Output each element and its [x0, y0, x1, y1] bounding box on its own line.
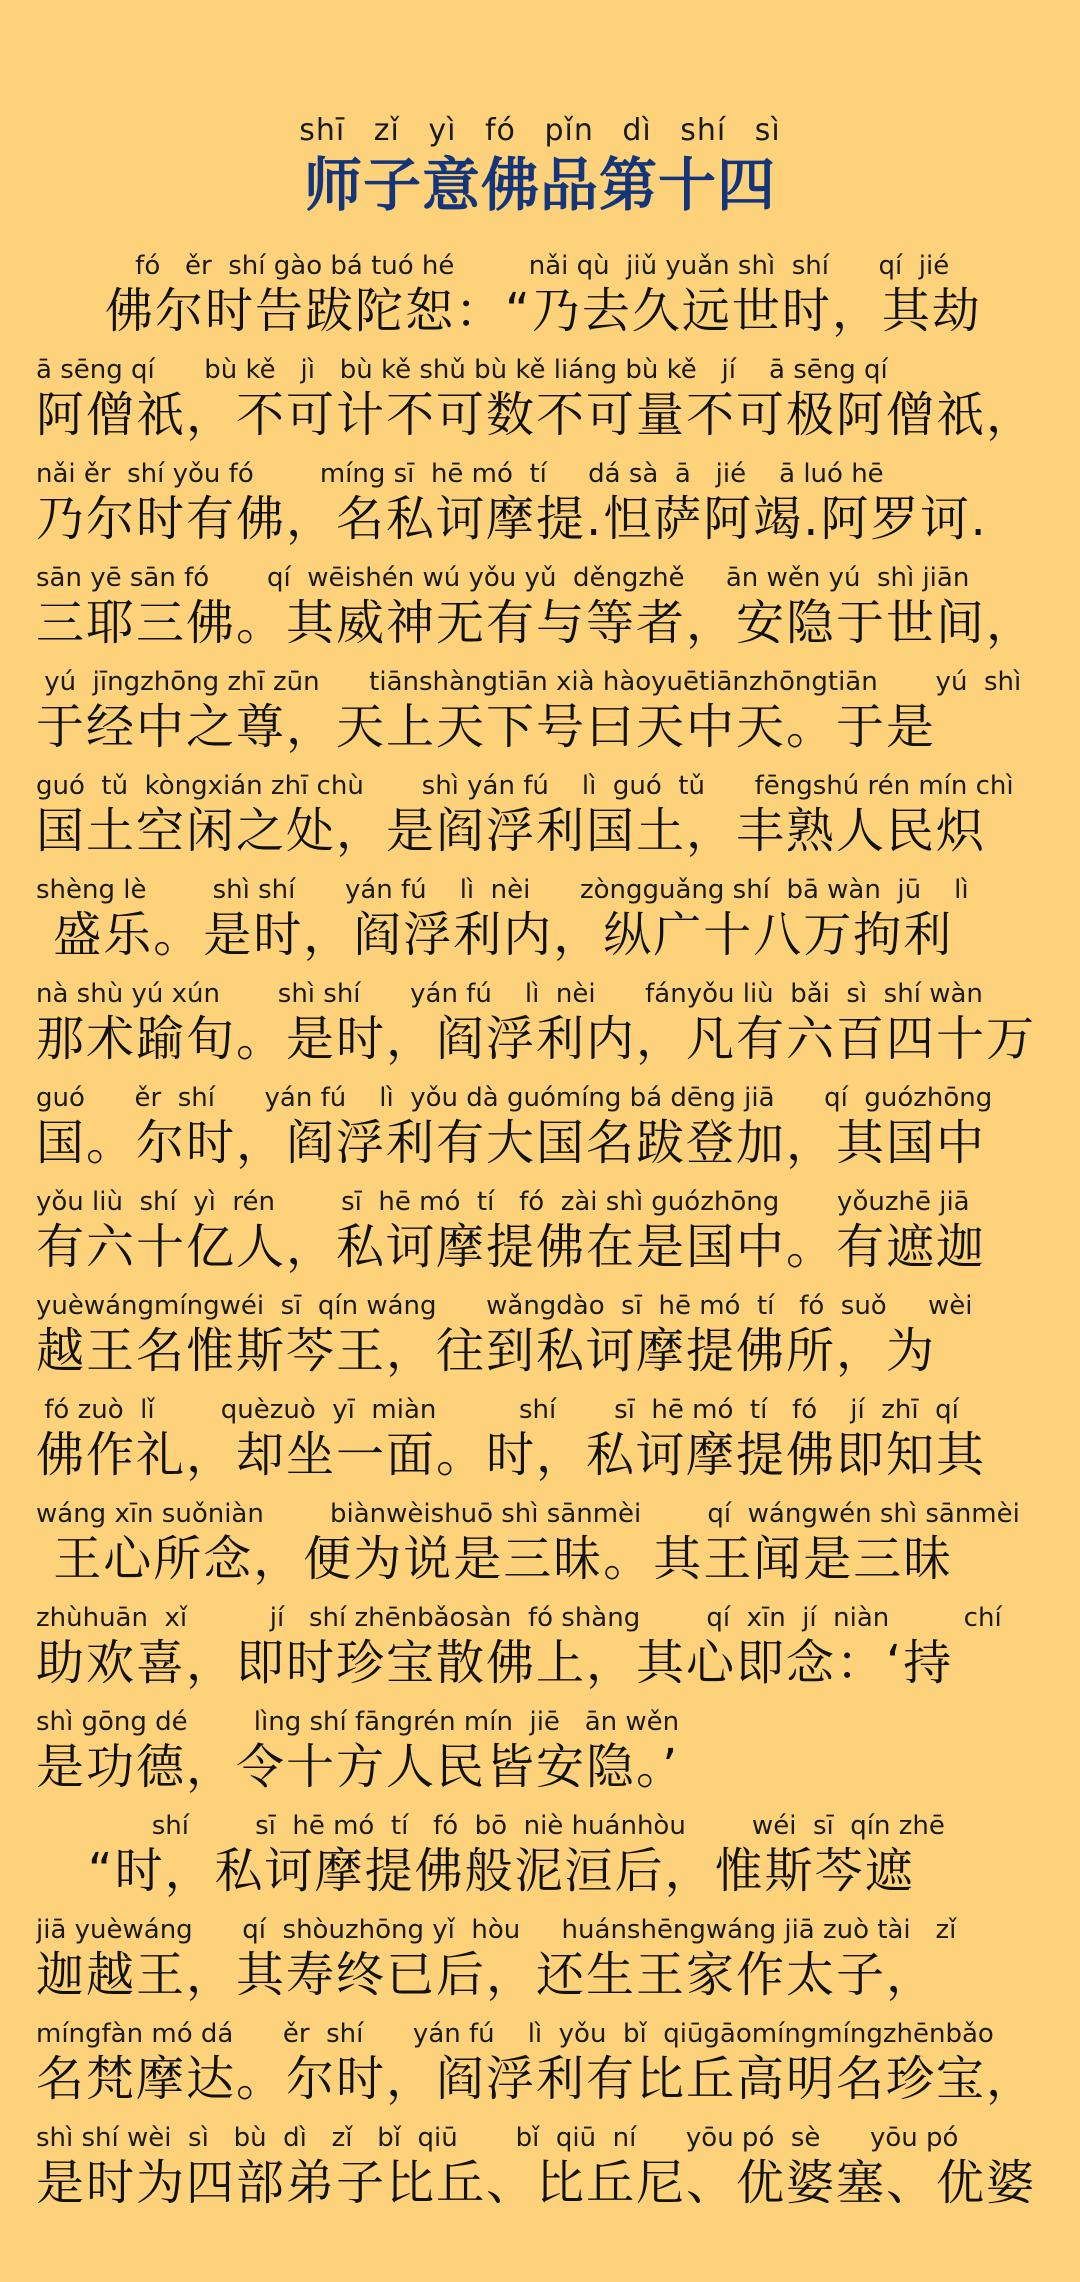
line-pinyin: shì shí wèi sì bù dì zǐ bǐ qiū bǐ qiū ní yōu pó sè yōu pó: [36, 2123, 959, 2153]
line-hanzi: 佛尔时告跋陀恕：“乃去久远世时，其劫: [36, 283, 982, 339]
text-line: [36, 458, 1046, 562]
text-line: [36, 770, 1046, 874]
text-line: [36, 1082, 1046, 1186]
line-pinyin: zhùhuān xǐ jí shí zhēnbǎosàn fó shàng qí xīn jí niàn chí: [36, 1603, 1002, 1633]
text-line: [36, 1810, 1046, 1914]
line-hanzi: 助欢喜，即时珍宝散佛上，其心即念：‘持: [36, 1635, 954, 1691]
text-line: [36, 354, 1046, 458]
line-hanzi: 那术踰旬。是时，阎浮利内，凡有六百四十万: [36, 1011, 1037, 1067]
line-pinyin: fó zuò lǐ quèzuò yī miàn shí sī hē mó tí fó jí zhī qí: [36, 1395, 959, 1425]
line-pinyin: sān yē sān fó qí wēishén wú yǒu yǔ děngzhě ān wěn yú shì jiān: [36, 563, 970, 593]
line-pinyin: guó ěr shí yán fú lì yǒu dà guómíng bá dēng jiā qí guózhōng: [36, 1083, 993, 1113]
line-pinyin: jiā yuèwáng qí shòuzhōng yǐ hòu huánshēngwáng jiā zuò tài zǐ: [36, 1915, 957, 1945]
line-hanzi: 国。尔时，阎浮利有大国名跋登加，其国中: [36, 1115, 987, 1171]
line-pinyin: yú jīngzhōng zhī zūn tiānshàngtiān xià hàoyuētiānzhōngtiān yú shì: [36, 667, 1022, 697]
line-pinyin: yuèwángmíngwéi sī qín wáng wǎngdào sī hē mó tí fó suǒ wèi: [36, 1291, 973, 1321]
line-pinyin: wáng xīn suǒniàn biànwèishuō shì sānmèi qí wángwén shì sānmèi: [36, 1499, 1020, 1529]
line-pinyin: nà shù yú xún shì shí yán fú lì nèi fányǒu liù bǎi sì shí wàn: [36, 979, 983, 1009]
line-hanzi: 有六十亿人，私诃摩提佛在是国中。有遮迦: [36, 1219, 987, 1275]
line-pinyin: shí sī hē mó tí fó bō niè huánhòu wéi sī qín zhē: [36, 1811, 945, 1841]
text-line: [36, 1186, 1046, 1290]
line-hanzi: 于经中之尊，天上天下号曰天中天。于是: [36, 699, 937, 755]
line-pinyin: guó tǔ kòngxián zhī chù shì yán fú lì guó tǔ fēngshú rén mín chì: [36, 771, 1014, 801]
line-hanzi: 阿僧祇，不可计不可数不可量不可极阿僧祇，: [36, 387, 1037, 443]
line-hanzi: 名梵摩达。尔时，阎浮利有比丘高明名珍宝，: [36, 2051, 1037, 2107]
line-pinyin: míngfàn mó dá ěr shí yán fú lì yǒu bǐ qiūgāomíngmíngzhēnbǎo: [36, 2019, 994, 2049]
text-line: [36, 1290, 1046, 1394]
line-hanzi: 三耶三佛。其威神无有与等者，安隐于世间，: [36, 595, 1037, 651]
text-line: [36, 1602, 1046, 1706]
line-hanzi: 王心所念，便为说是三昧。其王闻是三昧: [36, 1531, 954, 1587]
line-pinyin: shèng lè shì shí yán fú lì nèi zòngguǎng shí bā wàn jū lì: [36, 875, 969, 905]
line-hanzi: “时，私诃摩提佛般泥洹后，惟斯芩遮: [36, 1843, 915, 1899]
text-line: [36, 2122, 1046, 2226]
text-line: [36, 1394, 1046, 1498]
line-hanzi: 迦越王，其寿终已后，还生王家作太子，: [36, 1947, 937, 2003]
text-line: [36, 1914, 1046, 2018]
line-pinyin: ā sēng qí bù kě jì bù kě shǔ bù kě liáng bù kě jí ā sēng qí: [36, 355, 888, 385]
text-line: [36, 874, 1046, 978]
line-hanzi: 是功德，令十方人民皆安隐。’: [36, 1739, 680, 1795]
line-hanzi: 国土空闲之处，是阎浮利国土，丰熟人民炽: [36, 803, 987, 859]
line-pinyin: shì gōng dé lìng shí fāngrén mín jiē ān wěn: [36, 1707, 680, 1737]
line-hanzi: 越王名惟斯芩王，往到私诃摩提佛所，为: [36, 1323, 937, 1379]
text-line: [36, 2018, 1046, 2122]
text-line: [36, 562, 1046, 666]
line-hanzi: 盛乐。是时，阎浮利内，纵广十八万拘利: [36, 907, 954, 963]
line-hanzi: 是时为四部弟子比丘、比丘尼、优婆塞、优婆: [36, 2155, 1037, 2211]
text-line: [36, 250, 1046, 354]
text-line: [36, 1498, 1046, 1602]
line-hanzi: 乃尔时有佛，名私诃摩提.怛萨阿竭.阿罗诃.: [36, 491, 988, 547]
chapter-title: 师子意佛品第十四: [303, 151, 776, 219]
text-line: [36, 666, 1046, 770]
text-line: [36, 978, 1046, 1082]
line-hanzi: 佛作礼，却坐一面。时，私诃摩提佛即知其: [36, 1427, 987, 1483]
text-line: [36, 1706, 1046, 1810]
line-pinyin: nǎi ěr shí yǒu fó míng sī hē mó tí dá sà ā jié ā luó hē: [36, 459, 884, 489]
line-pinyin: fó ěr shí gào bá tuó hé nǎi qù jiǔ yuǎn shì shí qí jié: [36, 251, 950, 281]
title-pinyin: shī zǐ yì fó pǐn dì shí sì: [299, 113, 781, 148]
chapter-heading: [0, 112, 1080, 220]
line-pinyin: yǒu liù shí yì rén sī hē mó tí fó zài shì guózhōng yǒuzhē jiā: [36, 1187, 970, 1217]
